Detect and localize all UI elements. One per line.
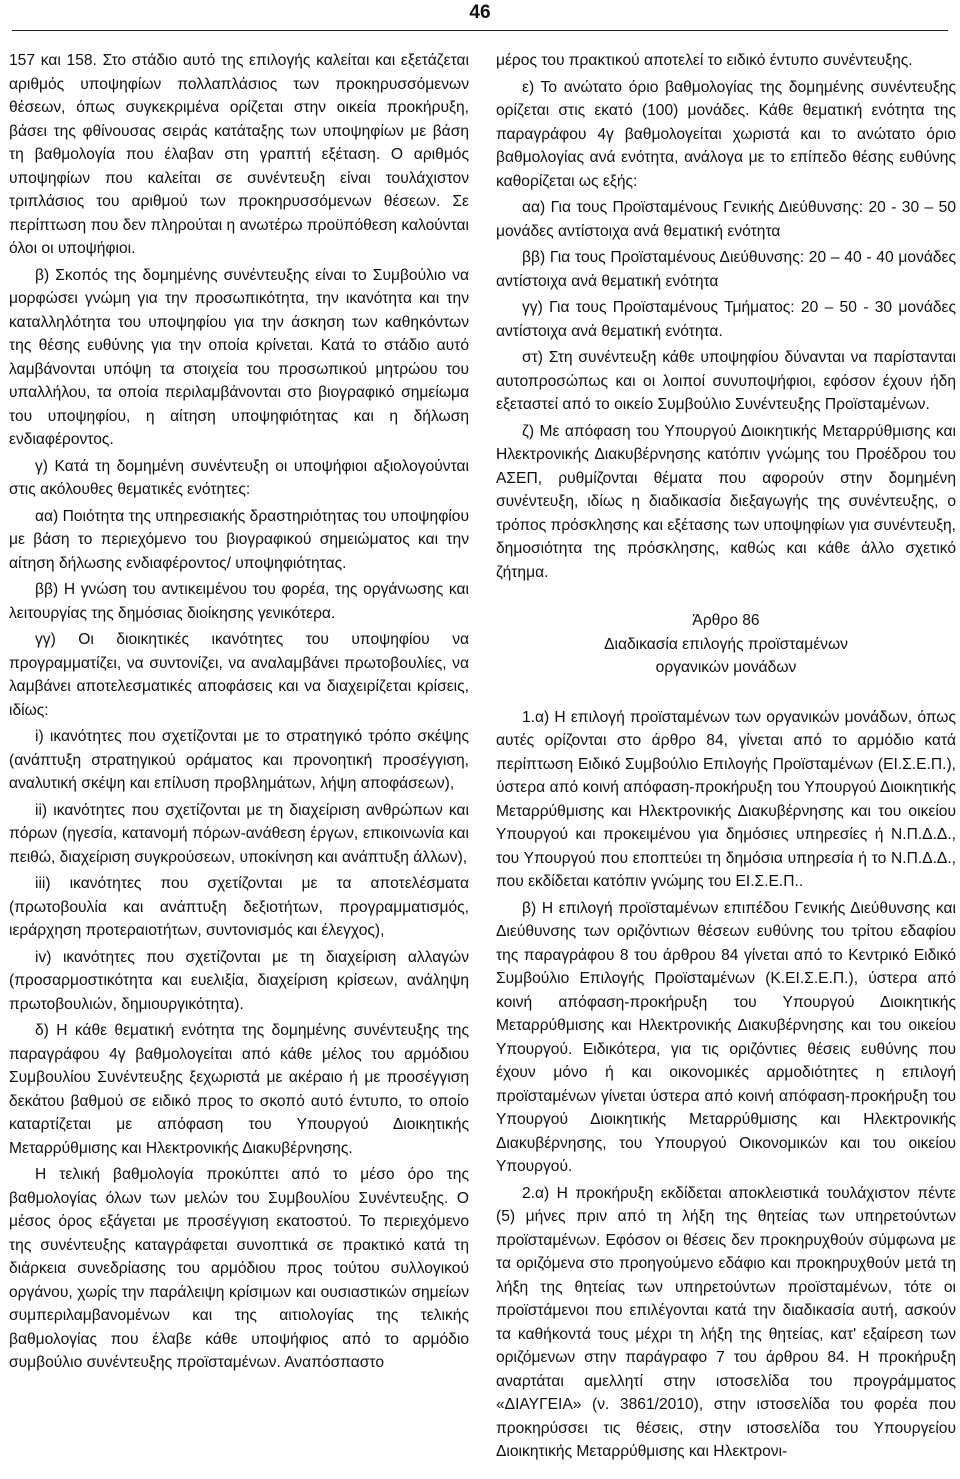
paragraph: 2.α) Η προκήρυξη εκδίδεται αποκλειστικά τουλάχιστον πέντε (5) μήνες πριν από τη λήξη της θητείας των υπηρετούντων προϊσταμένων. Εφόσον οι θέσεις δεν προκηρυχθούν σύμφωνα με τα οριζόμενα στο προηγούμενο εδάφιο και προκηρυχθούν μετά τη λήξη της θητείας των υπηρετούντων προϊσταμένων, τότε οι προϊστάμενοι που επιλέγονται κατά την διαδικασία αυτή, ασκούν τα καθήκοντά τους μέχρι τη λήξη της θητείας, κατ' εξαίρεση των οριζόμενων στην παράγραφο 7 του άρθρου 84. Η προκήρυξη αναρτάται αμελλητί στην ιστοσελίδα του προγράμματος «ΔΙΑΥΓΕΙΑ» (ν. 3861/2010), στην ιστοσελίδα του φορέα που προκηρύσσει τις θέσεις, στην ιστοσελίδα του Υπουργείου Διοικητικής Μεταρρύθμισης και Ηλεκτρονι-	[496, 1184, 956, 1460]
paragraph: 157 και 158. Στο στάδιο αυτό της επιλογής καλείται και εξετάζεται αριθμός υποψηφίων πολλαπλάσιος των προκηρυσσόμενων θέσεων, όπως συγκεκριμένα ορίζεται στην οικεία προκήρυξη, βάσει της φθίνουσας σειράς κατάταξης των υποψηφίων με βάση τη βαθμολογία που έλαβαν στη γραπτή εξέταση. Ο αριθμός υποψηφίων που καλείται σε συνέντευξη είναι τουλάχιστον τριπλάσιος του αριθμού των προκηρυσσόμενων θέσεων. Σε περίπτωση που δεν πληρούται η ανωτέρω προϋπόθεση καλούνται όλοι οι υποψήφιοι.	[9, 52, 469, 257]
article-title: οργανικών μονάδων	[655, 659, 797, 676]
paragraph: γγ) Για τους Προϊσταμένους Τμήματος: 20 – 50 - 30 μονάδες αντίστοιχα ανά θεματική ενότητα.	[496, 299, 956, 340]
paragraph: iii) ικανότητες που σχετίζονται με τα αποτελέσματα (πρωτοβουλία και ανάπτυξη δεξιοτήτων, προγραμματισμός, ιεράρχηση προτεραιοτήτων, συντονισμός και έλεγχος),	[9, 875, 469, 939]
paragraph: β) Σκοπός της δομημένης συνέντευξης είναι το Συμβούλιο να μορφώσει γνώμη για την προσωπικότητα, την ικανότητα και την καταλληλότητα του υποψηφίου για την άσκηση των καθηκόντων της θέσης ευθύνης για την οποία κρίνεται. Κατά το στάδιο αυτό λαμβάνονται υπόψη τα στοιχεία του προσωπικού μητρώου του υπαλλήλου, τα οποία περιλαμβάνονται στο βιογραφικό σημείωμα του υποψηφίου, η αίτηση υποψηφιότητας και η δήλωση ενδιαφέροντος.	[9, 266, 469, 448]
paragraph: ii) ικανότητες που σχετίζονται με τη διαχείριση ανθρώπων και πόρων (ηγεσία, κατανομή πόρων-ανάθεση έργων, επικοινωνία και πειθώ, διαχείριση συγκρούσεων, υποκίνηση και ανάπτυξη άλλων),	[9, 801, 469, 866]
paragraph: αα) Για τους Προϊσταμένους Γενικής Διεύθυνσης: 20 - 30 – 50 μονάδες αντίστοιχα ανά θεματική ενότητα	[496, 199, 956, 240]
paragraph: ε) Το ανώτατο όριο βαθμολογίας της δομημένης συνέντευξης ορίζεται στις εκατό (100) μονάδες. Κάθε θεματική ενότητα της παραγράφου 4γ βαθμολογείται χωριστά και το ανώτατο όριο βαθμολογίας ανά ενότητα, ανάλογα με το επίπεδο θέσης ευθύνης καθορίζεται ως εξής:	[496, 78, 956, 190]
paragraph: γ) Κατά τη δομημένη συνέντευξη οι υποψήφιοι αξιολογούνται στις ακόλουθες θεματικές ενότητες:	[9, 457, 469, 498]
paragraph: 1.α) Η επιλογή προϊσταμένων των οργανικών μονάδων, όπως αυτές ορίζονται στο άρθρο 84, γίνεται από το αρμόδιο κατά περίπτωση Ειδικό Συμβούλιο Επιλογής Προϊσταμένων (ΕΙ.Σ.Ε.Π.), ύστερα από κοινή απόφαση-προκήρυξη του Υπουργού Διοικητικής Μεταρρύθμισης και Ηλεκτρονικής Διακυβέρνησης και του οικείου Υπουργού και προκειμένου για δημόσιες υπηρεσίες ή Ν.Π.Δ.Δ., του Υπουργού που εποπτεύει τη δημόσια υπηρεσία ή το Ν.Π.Δ.Δ., που εκδίδεται κατόπιν γνώμης του ΕΙ.Σ.Ε.Π..	[496, 708, 956, 890]
paragraph: ββ) Η γνώση του αντικειμένου του φορέα, της οργάνωσης και λειτουργίας της δημόσιας διοίκησης γενικότερα.	[9, 581, 469, 622]
paragraph: ζ) Με απόφαση του Υπουργού Διοικητικής Μεταρρύθμισης και Ηλεκτρονικής Διακυβέρνησης κατόπιν γνώμης του Προέδρου του ΑΣΕΠ, ρυθμίζονται θέματα που αφορούν στην δομημένη συνέντευξη, ιδίως η διαδικασία διεξαγωγής της συνέντευξης, ο τρόπος πρόσκλησης και εξέτασης των υποψηφίων για συνέντευξη, δημοσιότητα της πρόσκλησης, καθώς και κάθε άλλο σχετικό ζήτημα.	[496, 422, 956, 581]
article-title: Διαδικασία επιλογής προϊσταμένων	[604, 635, 848, 653]
right-column	[496, 49, 956, 1467]
paragraph: Η τελική βαθμολογία προκύπτει από το μέσο όρο της βαθμολογίας όλων των μελών του Συμβουλίου Συνέντευξης. Ο μέσος όρος εξάγεται με προσέγγιση εκατοστού. Το περιεχόμενο της συνέντευξης καταγράφεται συνοπτικά σε πρακτικό κατά τη διάρκεια συνεδρίασης του αρμόδιου προς τούτου συλλογικού οργάνου, χωρίς την παράλειψη κρίσιμων και ουσιαστικών σημείων συμπεριλαμβανομένων και της αιτιολογίας της τελικής βαθμολογίας που έλαβε κάθε υποψήφιος από το αρμόδιο συμβούλιο συνέντευξης προϊσταμένων. Αναπόσπαστο	[9, 1166, 469, 1371]
paragraph: β) Η επιλογή προϊσταμένων επιπέδου Γενικής Διεύθυνσης και Διεύθυνσης των οριζόντιων θέσεων ευθύνης του τρίτου εδαφίου της παραγράφου 8 του άρθρου 84 γίνεται από το Κεντρικό Ειδικό Συμβούλιο Επιλογής Προϊσταμένων (Κ.ΕΙ.Σ.Ε.Π.), ύστερα από κοινή απόφαση-προκήρυξη του Υπουργού Διοικητικής Μεταρρύθμισης και Ηλεκτρονικής Διακυβέρνησης και του οικείου Υπουργού. Ειδικότερα, για τις οριζόντιες θέσεις ευθύνης που έχουν μόνο ή και οικονομικές αρμοδιότητες η επιλογή προϊσταμένων γίνεται ύστερα από κοινή απόφαση-προκήρυξη του Υπουργού Διοικητικής Μεταρρύθμισης και Ηλεκτρονικής Διακυβέρνησης, του Υπουργού Οικονομικών και του οικείου Υπουργού.	[496, 899, 956, 1175]
paragraph: αα) Ποιότητα της υπηρεσιακής δραστηριότητας του υποψηφίου με βάση το περιεχόμενο του βιογραφικού σημειώματος και την αίτηση δήλωσης ενδιαφέροντος/ υποψηφιότητας.	[9, 507, 469, 572]
page-number: 46	[469, 2, 491, 23]
paragraph: δ) Η κάθε θεματική ενότητα της δομημένης συνέντευξης της παραγράφου 4γ βαθμολογείται από κάθε μέλος του αρμόδιου Συμβουλίου Συνέντευξης ξεχωριστά με ακέραιο ή με προσέγγιση δεκάτου βαθμού σε ειδικό προς το σκοπό αυτό έντυπο, το οποίο καταρτίζεται με απόφαση του Υπουργού Διοικητικής Μεταρρύθμισης και Ηλεκτρονικής Διακυβέρνησης.	[9, 1022, 469, 1157]
paragraph: γγ) Οι διοικητικές ικανότητες του υποψηφίου να προγραμματίζει, να συντονίζει, να αναλαμβάνει πρωτοβουλίες, να λαμβάνει αποτελεσματικές αποφάσεις και να διαχειρίζεται κρίσεις, ιδίως:	[9, 631, 469, 719]
paragraph: iv) ικανότητες που σχετίζονται με τη διαχείριση αλλαγών (προσαρμοστικότητα και ευελιξία, διαχείριση κρίσεων, ανάληψη πρωτοβουλιών, δημιουργικότητα).	[9, 948, 469, 1013]
paragraph: ββ) Για τους Προϊσταμένους Διεύθυνσης: 20 – 40 - 40 μονάδες αντίστοιχα ανά θεματική ενότητα	[496, 249, 956, 290]
spacer	[496, 587, 956, 609]
paragraph: μέρος του πρακτικού αποτελεί το ειδικό έντυπο συνέντευξης.	[496, 52, 913, 69]
header-rule	[12, 30, 948, 31]
left-column	[9, 49, 469, 1378]
article-number: Άρθρο 86	[692, 612, 760, 629]
paragraph: στ) Στη συνέντευξη κάθε υποψηφίου δύνανται να παρίστανται αυτοπροσώπως και οι λοιποί συνυποψήφιοι, εφόσον έχουν ήδη εξεταστεί από το οικείο Συμβούλιο Συνέντευξης Προϊσταμένων.	[496, 349, 956, 413]
spacer	[496, 680, 956, 706]
paragraph: i) ικανότητες που σχετίζονται με το στρατηγικό τρόπο σκέψης (ανάπτυξη στρατηγικού οράματος και προνοητική προσέγγιση, αναλυτική σκέψη και επίλυση προβλημάτων, λήψη αποφάσεων),	[9, 728, 469, 792]
